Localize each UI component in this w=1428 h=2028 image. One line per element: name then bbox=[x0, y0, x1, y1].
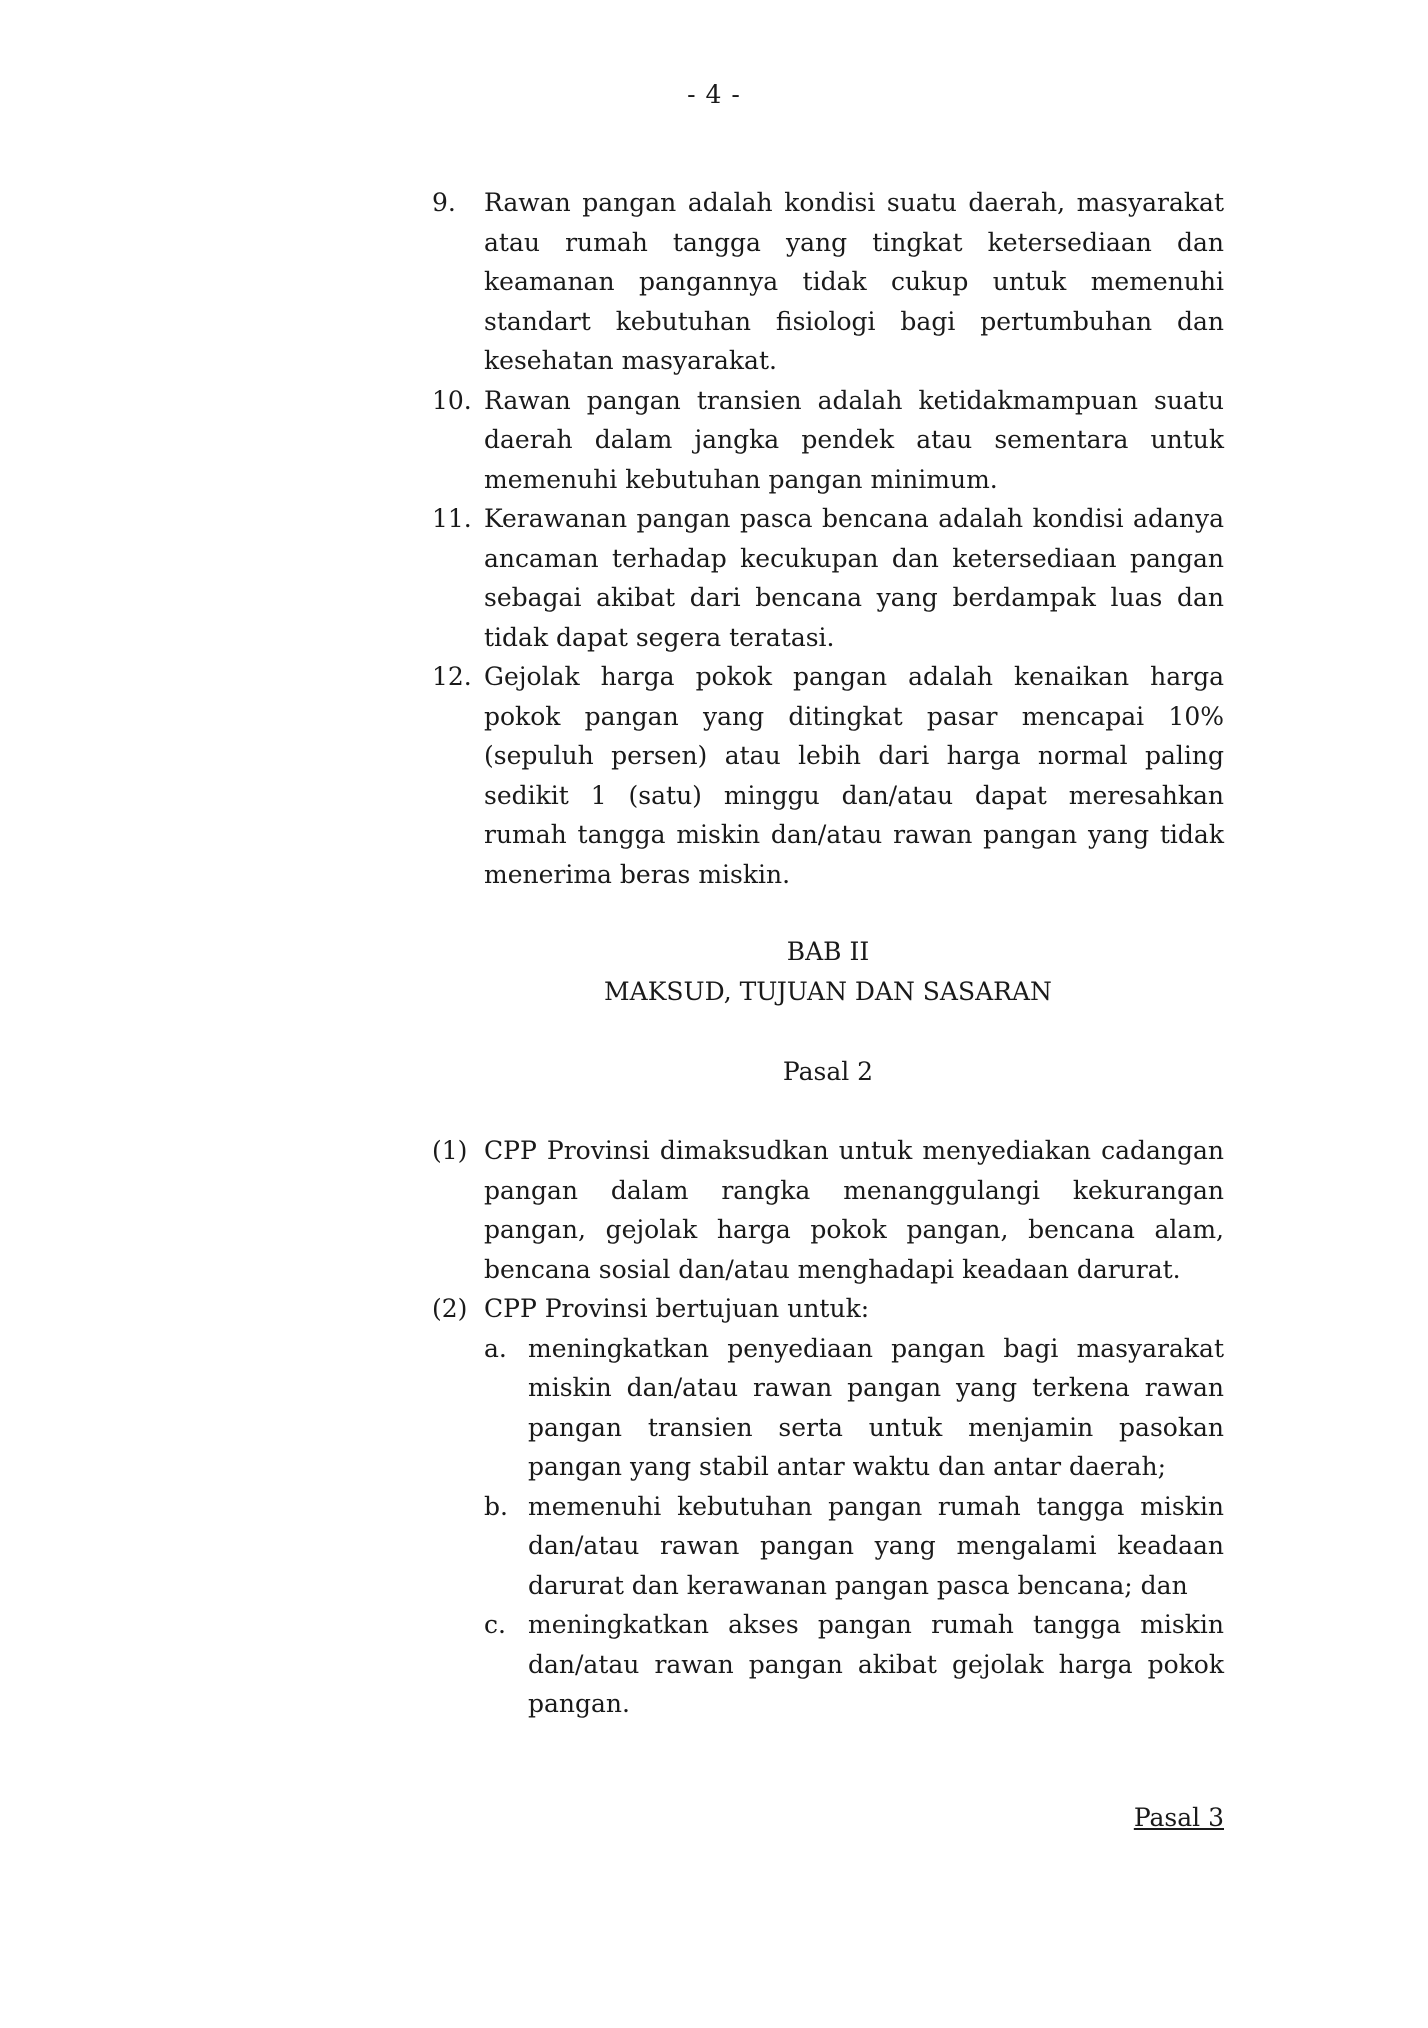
sub-item-text: meningkatkan akses pangan rumah tangga miskin dan/atau rawan pangan akibat gejolak harga pokok pangan. bbox=[528, 1610, 1224, 1718]
item-number: 10. bbox=[432, 385, 472, 415]
sub-item bbox=[484, 1329, 1224, 1487]
definition-list bbox=[432, 183, 1224, 894]
definition-item bbox=[432, 657, 1224, 894]
sub-item-text: memenuhi kebutuhan pangan rumah tangga miskin dan/atau rawan pangan yang mengalami keadaan darurat dan kerawanan pangan pasca bencana; dan bbox=[528, 1491, 1224, 1600]
page-number: - 4 - bbox=[687, 80, 741, 109]
item-number: 9. bbox=[432, 188, 456, 217]
paragraph-text: CPP Provinsi bertujuan untuk: bbox=[484, 1294, 870, 1323]
sub-item bbox=[484, 1605, 1224, 1724]
chapter-number: BAB II bbox=[786, 937, 870, 966]
definition-item bbox=[432, 183, 1224, 381]
sub-item-letter: b. bbox=[484, 1491, 508, 1521]
sub-item bbox=[484, 1487, 1224, 1606]
item-number: 11. bbox=[432, 504, 472, 533]
article-body bbox=[432, 1131, 1224, 1724]
definition-item bbox=[432, 381, 1224, 500]
article-title: Pasal 2 bbox=[782, 1057, 874, 1086]
definition-item bbox=[432, 499, 1224, 657]
item-text: Kerawanan pangan pasca bencana adalah kondisi adanya ancaman terhadap kecukupan dan ketersediaan pangan sebagai akibat dari bencana yang berdampak luas dan tidak dapat segera teratasi. bbox=[484, 504, 1224, 652]
paragraph-item bbox=[432, 1289, 1224, 1329]
item-number: 12. bbox=[432, 662, 472, 691]
paragraph-text: CPP Provinsi dimaksudkan untuk menyediakan cadangan pangan dalam rangka menanggulangi kekurangan pangan, gejolak harga pokok pangan, bencana alam, bencana sosial dan/atau menghadapi keadaan darurat. bbox=[484, 1136, 1224, 1284]
chapter-title: MAKSUD, TUJUAN DAN SASARAN bbox=[604, 977, 1052, 1006]
sub-item-letter: a. bbox=[484, 1333, 507, 1363]
item-text: Gejolak harga pokok pangan adalah kenaikan harga pokok pangan yang ditingkat pasar mencapai 10% (sepuluh persen) atau lebih dari harga normal paling sedikit 1 (satu) minggu dan/atau dapat meresahkan rumah tangga miskin dan/atau rawan pangan yang tidak menerima beras miskin. bbox=[484, 662, 1224, 889]
sub-item-list bbox=[484, 1329, 1224, 1724]
item-text: Rawan pangan transien adalah ketidakmampuan suatu daerah dalam jangka pendek atau sementara untuk memenuhi kebutuhan pangan minimum. bbox=[484, 385, 1224, 494]
next-page-label: Pasal 3 bbox=[1133, 1803, 1224, 1832]
sub-item-letter: c. bbox=[484, 1610, 506, 1639]
item-text: Rawan pangan adalah kondisi suatu daerah, masyarakat atau rumah tangga yang tingkat ketersediaan dan keamanan pangannya tidak cukup untuk memenuhi standart kebutuhan fisiologi bagi pertumbuhan dan kesehatan masyarakat. bbox=[484, 188, 1224, 375]
paragraph-item bbox=[432, 1131, 1224, 1289]
sub-item-text: meningkatkan penyediaan pangan bagi masyarakat miskin dan/atau rawan pangan yang terkena rawan pangan transien serta untuk menjamin pasokan pangan yang stabil antar waktu dan antar daerah; bbox=[528, 1333, 1224, 1481]
paragraph-number: (2) bbox=[432, 1294, 468, 1323]
next-page-reference bbox=[432, 1803, 1224, 1832]
paragraph-number: (1) bbox=[432, 1136, 468, 1165]
